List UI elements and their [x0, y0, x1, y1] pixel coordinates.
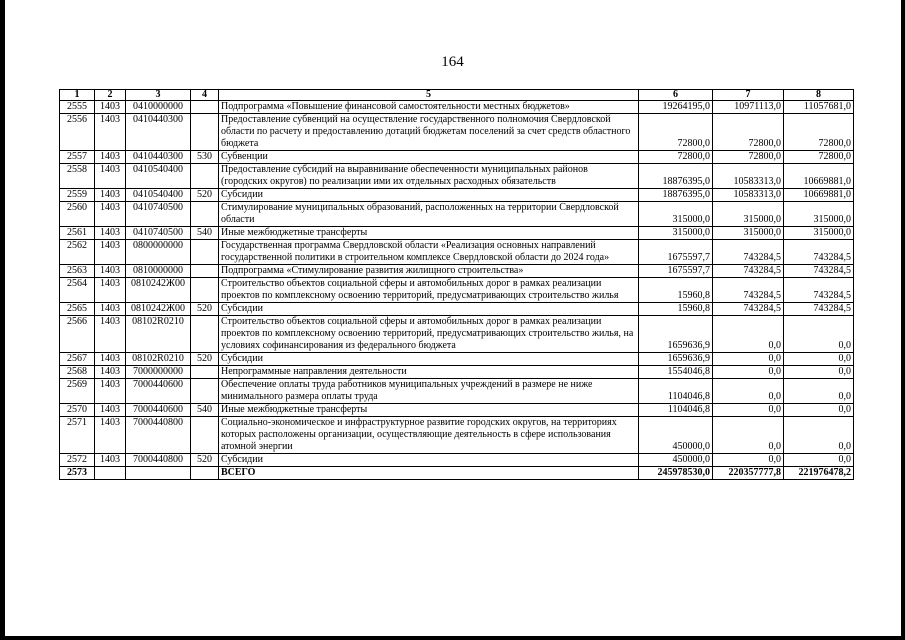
expense-type-code: 540 — [191, 404, 219, 417]
expense-type-code — [191, 101, 219, 114]
target-code: 0410740500 — [126, 227, 191, 240]
scan-border-bottom — [0, 636, 905, 640]
table-row — [60, 227, 854, 240]
item-name: Строительство объектов социальной сферы и автомобильных дорог в рамках реализации проектов по комплексному освоению территорий, предусматривающих строительство жилья, на условиях софинансирования из федерального бюджета — [219, 316, 639, 353]
amount-col7: 0,0 — [713, 366, 784, 379]
amount-col6: 1675597,7 — [639, 240, 713, 265]
item-name: Предоставление субвенций на осуществление государственного полномочия Свердловской области по расчету и предоставлению дотаций бюджетам поселений за счет средств областного бюджета — [219, 114, 639, 151]
row-number: 2570 — [60, 404, 95, 417]
section-code: 1403 — [95, 114, 126, 151]
expense-type-code: 520 — [191, 454, 219, 467]
item-name: Иные межбюджетные трансферты — [219, 227, 639, 240]
amount-col8: 0,0 — [784, 379, 854, 404]
target-code: 08102R0210 — [126, 316, 191, 353]
amount-col6: 1659636,9 — [639, 316, 713, 353]
amount-col8: 0,0 — [784, 404, 854, 417]
item-name: Непрограммные направления деятельности — [219, 366, 639, 379]
amount-col7: 0,0 — [713, 454, 784, 467]
row-number: 2561 — [60, 227, 95, 240]
amount-col7: 10971113,0 — [713, 101, 784, 114]
amount-col8: 743284,5 — [784, 240, 854, 265]
amount-col7: 10583313,0 — [713, 189, 784, 202]
row-number: 2567 — [60, 353, 95, 366]
amount-col8: 221976478,2 — [784, 467, 854, 480]
table-row — [60, 353, 854, 366]
row-number: 2562 — [60, 240, 95, 265]
target-code: 7000440800 — [126, 454, 191, 467]
amount-col7: 743284,5 — [713, 265, 784, 278]
item-name: Субсидии — [219, 353, 639, 366]
amount-col6: 72800,0 — [639, 114, 713, 151]
header-cell: 4 — [191, 90, 219, 101]
amount-col8: 315000,0 — [784, 227, 854, 240]
row-number: 2558 — [60, 164, 95, 189]
expense-type-code: 520 — [191, 303, 219, 316]
section-code: 1403 — [95, 353, 126, 366]
section-code: 1403 — [95, 366, 126, 379]
table-row — [60, 316, 854, 353]
amount-col6: 19264195,0 — [639, 101, 713, 114]
table-row — [60, 101, 854, 114]
amount-col6: 450000,0 — [639, 454, 713, 467]
table-row — [60, 202, 854, 227]
row-number: 2557 — [60, 151, 95, 164]
target-code: 7000440600 — [126, 379, 191, 404]
expense-type-code: 540 — [191, 227, 219, 240]
amount-col8: 743284,5 — [784, 265, 854, 278]
section-code: 1403 — [95, 265, 126, 278]
target-code: 0410740500 — [126, 202, 191, 227]
table-row — [60, 265, 854, 278]
target-code: 7000440800 — [126, 417, 191, 454]
amount-col6: 315000,0 — [639, 202, 713, 227]
header-cell: 8 — [784, 90, 854, 101]
expense-type-code — [191, 240, 219, 265]
amount-col7: 0,0 — [713, 379, 784, 404]
section-code: 1403 — [95, 101, 126, 114]
amount-col7: 743284,5 — [713, 303, 784, 316]
target-code: 0410440300 — [126, 114, 191, 151]
table-row — [60, 189, 854, 202]
header-cell: 5 — [219, 90, 639, 101]
amount-col8: 10669881,0 — [784, 164, 854, 189]
amount-col6: 72800,0 — [639, 151, 713, 164]
header-cell: 2 — [95, 90, 126, 101]
row-number: 2560 — [60, 202, 95, 227]
page-number: 164 — [441, 54, 464, 70]
table-row — [60, 379, 854, 404]
table-row — [60, 454, 854, 467]
amount-col7: 743284,5 — [713, 278, 784, 303]
section-code: 1403 — [95, 316, 126, 353]
section-code: 1403 — [95, 454, 126, 467]
section-code: 1403 — [95, 164, 126, 189]
amount-col6: 15960,8 — [639, 278, 713, 303]
target-code: 0410440300 — [126, 151, 191, 164]
amount-col6: 1554046,8 — [639, 366, 713, 379]
amount-col6: 1675597,7 — [639, 265, 713, 278]
row-number: 2563 — [60, 265, 95, 278]
section-code: 1403 — [95, 151, 126, 164]
row-number: 2568 — [60, 366, 95, 379]
total-row — [60, 467, 854, 480]
row-number: 2556 — [60, 114, 95, 151]
table-row — [60, 114, 854, 151]
item-name: Субсидии — [219, 189, 639, 202]
target-code: 0810242Ж00 — [126, 278, 191, 303]
amount-col8: 0,0 — [784, 454, 854, 467]
header-cell: 6 — [639, 90, 713, 101]
expense-type-code — [191, 265, 219, 278]
expense-type-code — [191, 316, 219, 353]
amount-col8: 0,0 — [784, 417, 854, 454]
amount-col6: 1104046,8 — [639, 379, 713, 404]
item-name: Субсидии — [219, 303, 639, 316]
section-code — [95, 467, 126, 480]
row-number: 2569 — [60, 379, 95, 404]
row-number: 2566 — [60, 316, 95, 353]
row-number: 2573 — [60, 467, 95, 480]
scan-border-right — [901, 0, 905, 640]
amount-col6: 1104046,8 — [639, 404, 713, 417]
table-row — [60, 417, 854, 454]
expense-type-code — [191, 417, 219, 454]
item-name: Строительство объектов социальной сферы и автомобильных дорог в рамках реализации проектов по комплексному освоению территорий, предусматривающих строительство жилья — [219, 278, 639, 303]
amount-col8: 72800,0 — [784, 151, 854, 164]
target-code: 7000440600 — [126, 404, 191, 417]
amount-col8: 743284,5 — [784, 303, 854, 316]
row-number: 2571 — [60, 417, 95, 454]
amount-col8: 743284,5 — [784, 278, 854, 303]
expense-type-code — [191, 379, 219, 404]
target-code: 0410540400 — [126, 164, 191, 189]
amount-col7: 72800,0 — [713, 114, 784, 151]
section-code: 1403 — [95, 189, 126, 202]
amount-col8: 0,0 — [784, 353, 854, 366]
amount-col8: 0,0 — [784, 316, 854, 353]
section-code: 1403 — [95, 202, 126, 227]
amount-col7: 0,0 — [713, 404, 784, 417]
amount-col7: 10583313,0 — [713, 164, 784, 189]
expense-type-code — [191, 202, 219, 227]
table-row — [60, 303, 854, 316]
amount-col7: 72800,0 — [713, 151, 784, 164]
table-row — [60, 404, 854, 417]
amount-col6: 15960,8 — [639, 303, 713, 316]
amount-col7: 743284,5 — [713, 240, 784, 265]
expense-type-code: 530 — [191, 151, 219, 164]
table-row — [60, 164, 854, 189]
amount-col8: 72800,0 — [784, 114, 854, 151]
item-name: Субвенции — [219, 151, 639, 164]
table-row — [60, 240, 854, 265]
amount-col7: 315000,0 — [713, 227, 784, 240]
target-code: 08102R0210 — [126, 353, 191, 366]
section-code: 1403 — [95, 303, 126, 316]
section-code: 1403 — [95, 227, 126, 240]
expense-type-code — [191, 164, 219, 189]
target-code: 0410000000 — [126, 101, 191, 114]
scan-border-left — [0, 0, 5, 640]
section-code: 1403 — [95, 404, 126, 417]
item-name: Иные межбюджетные трансферты — [219, 404, 639, 417]
amount-col6: 450000,0 — [639, 417, 713, 454]
expense-type-code — [191, 366, 219, 379]
amount-col8: 11057681,0 — [784, 101, 854, 114]
row-number: 2572 — [60, 454, 95, 467]
amount-col8: 315000,0 — [784, 202, 854, 227]
amount-col6: 18876395,0 — [639, 189, 713, 202]
header-cell: 3 — [126, 90, 191, 101]
section-code: 1403 — [95, 379, 126, 404]
budget-table — [59, 89, 854, 480]
table-row — [60, 366, 854, 379]
expense-type-code: 520 — [191, 353, 219, 366]
item-name: Государственная программа Свердловской области «Реализация основных направлений государственной политики в строительном комплексе Свердловской области до 2024 года» — [219, 240, 639, 265]
amount-col8: 0,0 — [784, 366, 854, 379]
target-code: 0810242Ж00 — [126, 303, 191, 316]
expense-type-code — [191, 467, 219, 480]
item-name: Обеспечение оплаты труда работников муниципальных учреждений в размере не ниже минимального размера оплаты труда — [219, 379, 639, 404]
row-number: 2559 — [60, 189, 95, 202]
amount-col8: 10669881,0 — [784, 189, 854, 202]
amount-col7: 0,0 — [713, 353, 784, 366]
section-code: 1403 — [95, 278, 126, 303]
amount-col7: 0,0 — [713, 417, 784, 454]
target-code: 0410540400 — [126, 189, 191, 202]
amount-col6: 315000,0 — [639, 227, 713, 240]
item-name: Субсидии — [219, 454, 639, 467]
target-code: 0800000000 — [126, 240, 191, 265]
header-row — [60, 90, 854, 101]
amount-col6: 245978530,0 — [639, 467, 713, 480]
expense-type-code — [191, 114, 219, 151]
amount-col6: 1659636,9 — [639, 353, 713, 366]
item-name: Стимулирование муниципальных образований, расположенных на территории Свердловской области — [219, 202, 639, 227]
section-code: 1403 — [95, 417, 126, 454]
target-code: 0810000000 — [126, 265, 191, 278]
row-number: 2555 — [60, 101, 95, 114]
amount-col6: 18876395,0 — [639, 164, 713, 189]
header-cell: 1 — [60, 90, 95, 101]
table-row — [60, 151, 854, 164]
item-name: Подпрограмма «Стимулирование развития жилищного строительства» — [219, 265, 639, 278]
amount-col7: 220357777,8 — [713, 467, 784, 480]
item-name: ВСЕГО — [219, 467, 639, 480]
expense-type-code: 520 — [191, 189, 219, 202]
row-number: 2565 — [60, 303, 95, 316]
table-row — [60, 278, 854, 303]
header-cell: 7 — [713, 90, 784, 101]
section-code: 1403 — [95, 240, 126, 265]
target-code — [126, 467, 191, 480]
expense-type-code — [191, 278, 219, 303]
row-number: 2564 — [60, 278, 95, 303]
amount-col7: 0,0 — [713, 316, 784, 353]
item-name: Социально-экономическое и инфраструктурное развитие городских округов, на территориях которых расположены организации, осуществляющие деятельность в сфере использования атомной энергии — [219, 417, 639, 454]
item-name: Подпрограмма «Повышение финансовой самостоятельности местных бюджетов» — [219, 101, 639, 114]
amount-col7: 315000,0 — [713, 202, 784, 227]
target-code: 7000000000 — [126, 366, 191, 379]
item-name: Предоставление субсидий на выравнивание обеспеченности муниципальных районов (городских округов) по реализации ими их отдельных расходных обязательств — [219, 164, 639, 189]
